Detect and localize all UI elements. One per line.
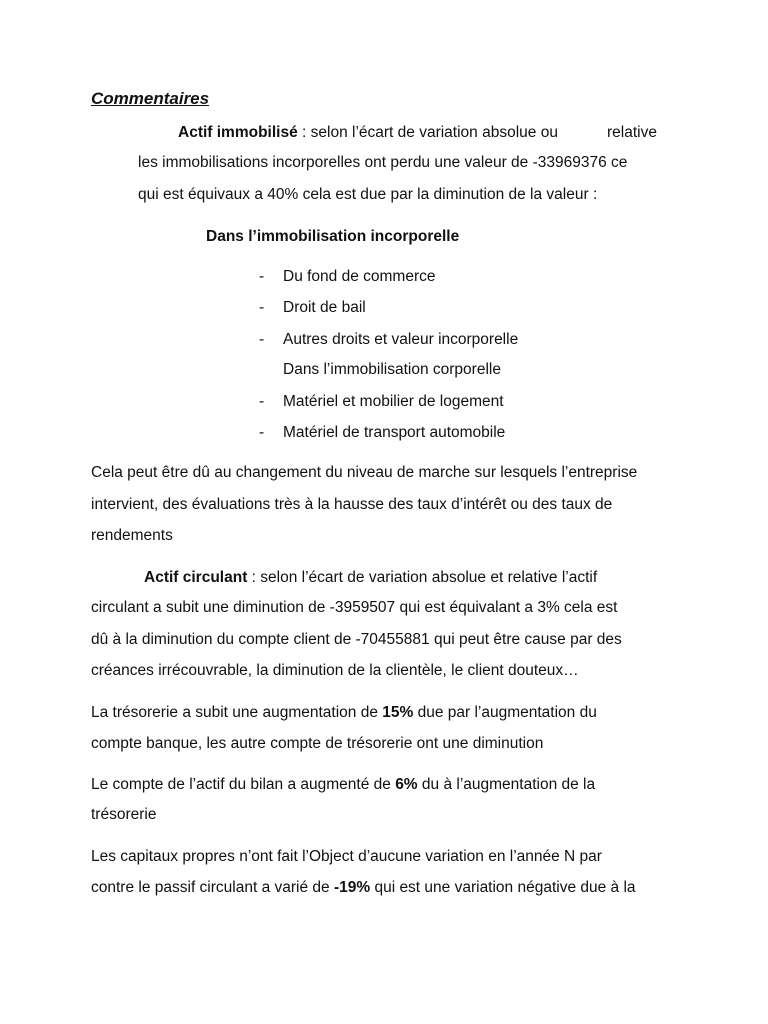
subheading-incorporelle: Dans l’immobilisation incorporelle (206, 228, 460, 245)
tresorerie-percent: 15% (382, 704, 414, 721)
list-dash: - (259, 299, 265, 316)
list-dash: - (259, 331, 265, 348)
list-dash: - (259, 393, 265, 410)
actif-immobilise-text: : selon l’écart de variation absolue ou (297, 124, 558, 141)
capitaux-line-1: Les capitaux propres n’ont fait l’Object d’aucune variation en l’année N par (91, 848, 602, 865)
actif-circulant-text: : selon l’écart de variation absolue et relative l’actif (247, 569, 598, 586)
bilan-text-pre: Le compte de l’actif du bilan a augmenté de (91, 776, 396, 793)
actif-circulant-line-2: circulant a subit une diminution de -3959507 qui est équivalant a 3% cela est (91, 599, 618, 616)
list-item: Matériel et mobilier de logement (283, 393, 504, 410)
actif-circulant-label: Actif circulant (144, 569, 248, 586)
actif-immobilise-line-3: qui est équivaux a 40% cela est due par la diminution de la valeur : (138, 186, 598, 203)
list-item: Droit de bail (283, 299, 366, 316)
capitaux-percent: -19% (333, 879, 371, 896)
list-item: Matériel de transport automobile (283, 424, 506, 441)
actif-immobilise-label: Actif immobilisé (178, 124, 298, 141)
subheading-corporelle: Dans l’immobilisation corporelle (283, 361, 501, 378)
capitaux-text-post: qui est une variation négative due à la (370, 879, 636, 896)
list-dash: - (259, 268, 265, 285)
actif-immobilise-line-2: les immobilisations incorporelles ont perdu une valeur de -33969376 ce (138, 154, 628, 171)
tresorerie-line-1 (91, 703, 597, 723)
actif-immobilise-line-1-tail: relative (607, 124, 657, 141)
tresorerie-text-pre: La trésorerie a subit une augmentation de (91, 704, 383, 721)
para-marche-line-1: Cela peut être dû au changement du niveau de marche sur lesquels l’entreprise (91, 464, 638, 481)
bilan-line-1 (91, 775, 595, 795)
list-dash: - (259, 424, 265, 441)
list-item: Du fond de commerce (283, 268, 436, 285)
para-marche-line-2: intervient, des évaluations très à la hausse des taux d’intérêt ou des taux de (91, 496, 613, 513)
actif-circulant-line-3: dû à la diminution du compte client de -70455881 qui peut être cause par des (91, 631, 622, 648)
capitaux-text-pre: contre le passif circulant a varié de (91, 879, 334, 896)
bilan-line-2: trésorerie (91, 806, 157, 823)
heading-commentaires: Commentaires (91, 89, 210, 108)
list-item: Autres droits et valeur incorporelle (283, 331, 519, 348)
tresorerie-text-post: due par l’augmentation du (413, 704, 597, 721)
bilan-percent: 6% (395, 776, 418, 793)
actif-immobilise-line-1 (178, 123, 558, 143)
tresorerie-line-2: compte banque, les autre compte de trésorerie ont une diminution (91, 735, 544, 752)
para-marche-line-3: rendements (91, 527, 173, 544)
capitaux-line-2 (91, 878, 636, 898)
bilan-text-post: du à l’augmentation de la (417, 776, 596, 793)
actif-circulant-line-4: créances irrécouvrable, la diminution de la clientèle, le client douteux… (91, 662, 579, 679)
actif-circulant-line-1 (144, 568, 597, 588)
